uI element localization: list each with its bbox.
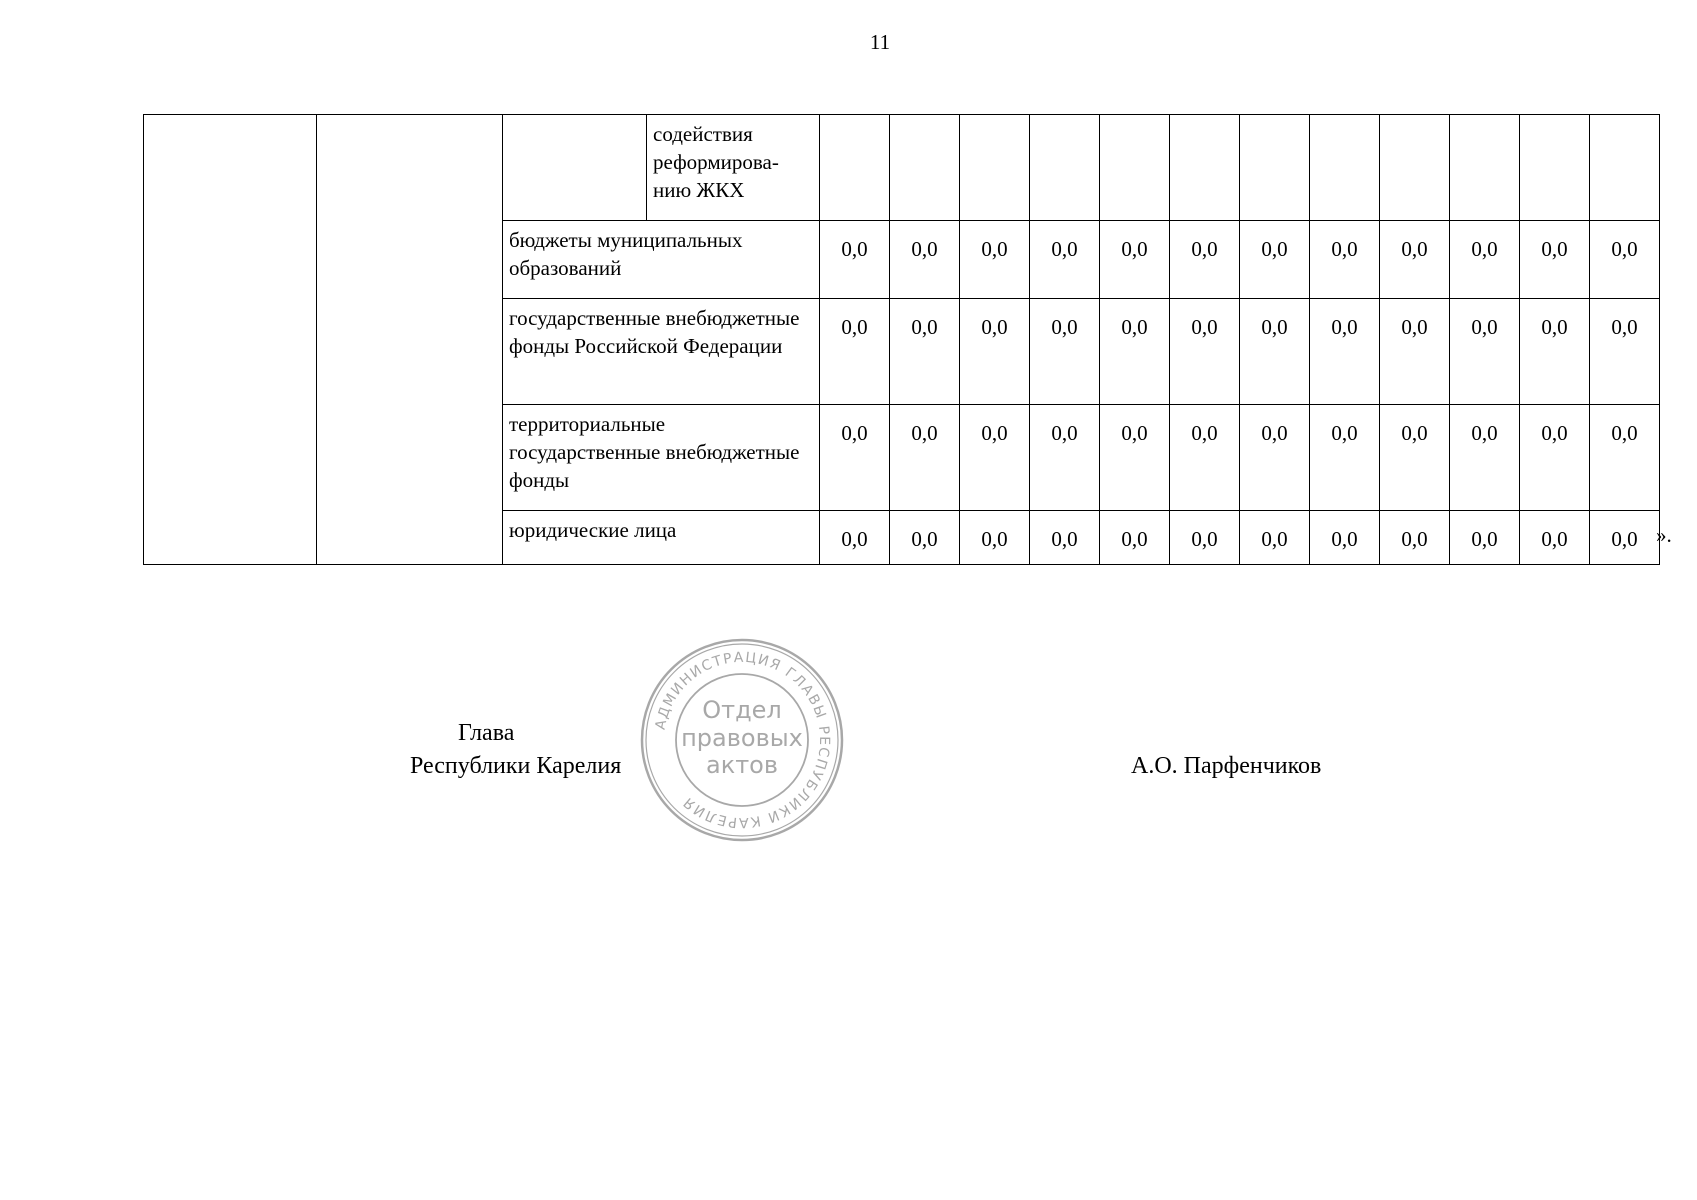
value-cell: 0,0 — [1520, 299, 1590, 405]
value-cell — [1380, 115, 1450, 221]
value-cell: 0,0 — [1030, 221, 1100, 299]
value-cell — [1450, 115, 1520, 221]
stamp-center-line3: актов — [705, 751, 779, 779]
value-cell: 0,0 — [1100, 299, 1170, 405]
value-cell: 0,0 — [960, 221, 1030, 299]
value-cell: 0,0 — [1380, 405, 1450, 511]
row-label: бюджеты муниципальных образований — [503, 221, 820, 299]
signatory-title-line2: Республики Карелия — [410, 753, 622, 779]
value-cell: 0,0 — [890, 405, 960, 511]
value-cell: 0,0 — [1100, 405, 1170, 511]
value-cell: 0,0 — [890, 221, 960, 299]
value-cell: 0,0 — [890, 299, 960, 405]
budget-table — [143, 114, 1660, 565]
signatory-title-line1: Глава — [458, 720, 515, 746]
value-cell: 0,0 — [1240, 405, 1310, 511]
value-cell: 0,0 — [960, 299, 1030, 405]
value-cell: 0,0 — [1450, 299, 1520, 405]
value-cell — [960, 115, 1030, 221]
value-cell: 0,0 — [1240, 221, 1310, 299]
value-cell: 0,0 — [1170, 405, 1240, 511]
value-cell: 0,0 — [1590, 511, 1660, 565]
value-cell — [1310, 115, 1380, 221]
table-cell-empty — [144, 115, 317, 565]
closing-quote-mark: ». — [1656, 523, 1672, 547]
value-cell: 0,0 — [1240, 511, 1310, 565]
value-cell: 0,0 — [1310, 299, 1380, 405]
table-cell-empty — [317, 115, 503, 565]
value-cell: 0,0 — [960, 511, 1030, 565]
stamp-center-line2: правовых — [681, 724, 803, 752]
value-cell: 0,0 — [1170, 221, 1240, 299]
value-cell — [1240, 115, 1310, 221]
row-label: государственные внебюджетные фонды Российской Федерации — [503, 299, 820, 405]
value-cell: 0,0 — [1450, 405, 1520, 511]
value-cell: 0,0 — [1590, 405, 1660, 511]
value-cell — [1520, 115, 1590, 221]
value-cell: 0,0 — [1450, 511, 1520, 565]
value-cell: 0,0 — [1170, 299, 1240, 405]
value-cell: 0,0 — [1310, 511, 1380, 565]
value-cell: 0,0 — [1310, 221, 1380, 299]
value-cell: 0,0 — [1520, 221, 1590, 299]
page-number: 11 — [869, 30, 891, 54]
value-cell: 0,0 — [1380, 511, 1450, 565]
row-label: территориальные государственные внебюджетные фонды — [503, 405, 820, 511]
stamp-ring-text: АДМИНИСТРАЦИЯ ГЛАВЫ РЕСПУБЛИКИ КАРЕЛИЯ — [652, 649, 833, 831]
signatory-name: А.О. Парфенчиков — [1131, 753, 1322, 779]
value-cell: 0,0 — [1590, 221, 1660, 299]
value-cell: 0,0 — [820, 221, 890, 299]
value-cell — [1030, 115, 1100, 221]
stamp-center-line1: Отдел — [702, 696, 782, 724]
value-cell: 0,0 — [1030, 405, 1100, 511]
value-cell: 0,0 — [1590, 299, 1660, 405]
value-cell — [1100, 115, 1170, 221]
value-cell — [1590, 115, 1660, 221]
value-cell: 0,0 — [1100, 511, 1170, 565]
row-label: содействия реформирова-нию ЖКХ — [647, 115, 820, 221]
value-cell: 0,0 — [1240, 299, 1310, 405]
table-cell-empty — [503, 115, 647, 221]
value-cell: 0,0 — [1380, 299, 1450, 405]
value-cell: 0,0 — [1030, 299, 1100, 405]
value-cell — [820, 115, 890, 221]
value-cell — [1170, 115, 1240, 221]
value-cell: 0,0 — [1100, 221, 1170, 299]
official-stamp-icon — [638, 636, 846, 844]
value-cell: 0,0 — [1380, 221, 1450, 299]
value-cell: 0,0 — [1520, 405, 1590, 511]
value-cell: 0,0 — [1030, 511, 1100, 565]
value-cell: 0,0 — [820, 299, 890, 405]
value-cell — [890, 115, 960, 221]
value-cell: 0,0 — [820, 405, 890, 511]
value-cell: 0,0 — [1520, 511, 1590, 565]
table-row — [144, 115, 1660, 221]
value-cell: 0,0 — [1450, 221, 1520, 299]
value-cell: 0,0 — [890, 511, 960, 565]
value-cell: 0,0 — [1310, 405, 1380, 511]
value-cell: 0,0 — [1170, 511, 1240, 565]
value-cell: 0,0 — [960, 405, 1030, 511]
value-cell: 0,0 — [820, 511, 890, 565]
row-label: юридические лица — [503, 511, 820, 565]
